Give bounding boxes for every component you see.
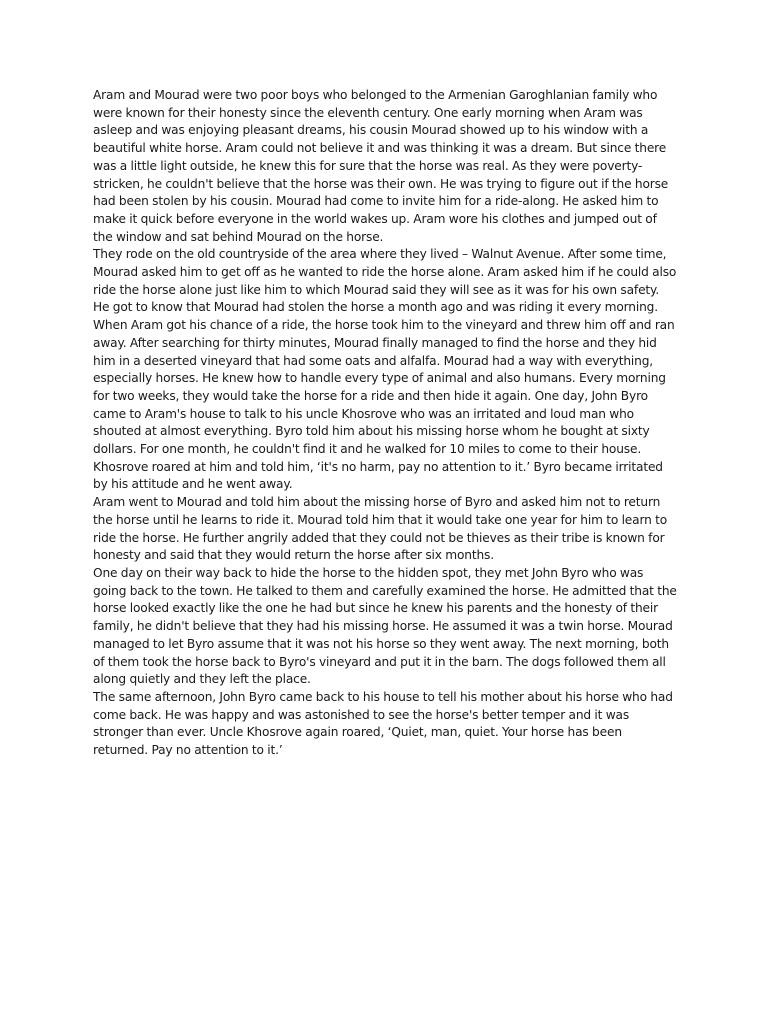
paragraph-6: The same afternoon, John Byro came back to his house to tell his mother about his horse who had come back. He was happy and was astonished to see the horse's better temper and it was stronger than ever. Uncle Khosrove again roared, ‘Quiet, man, quiet. Your horse has been returned. Pay no attention to it.’ xyxy=(93,689,673,758)
paragraph-2: They rode on the old countryside of the area where they lived – Walnut Avenue. After some time, Mourad asked him to get off as he wanted to ride the horse alone. Aram asked him if he could also ride the horse alone just like him to which Mourad said they will see as it was for his own safety. He got to know that Mourad had stolen the horse a month ago and was riding it every morning. xyxy=(93,247,677,315)
paragraph-1: Aram and Mourad were two poor boys who belonged to the Armenian Garoghlanian family who were known for their honesty since the eleventh century. One early morning when Aram was asleep and was enjoying pleasant dreams, his cousin Mourad showed up to his window with a beautiful white horse. Aram could not believe it and was thinking it was a dream. But since there was a little light outside, he knew this for sure that the horse was real. As they were poverty-stricken, he couldn't believe that the horse was their own. He was trying to figure out if the horse had been stolen by his cousin. Mourad had come to invite him for a ride-along. He asked him to make it quick before everyone in the world wakes up. Aram wore his clothes and jumped out of the window and sat behind Mourad on the horse. xyxy=(93,88,669,244)
document-body xyxy=(93,87,677,760)
paragraph-3: When Aram got his chance of a ride, the horse took him to the vineyard and threw him off and ran away. After searching for thirty minutes, Mourad finally managed to find the horse and they hid him in a deserted vineyard that had some oats and alfalfa. Mourad had a way with everything, especially horses. He knew how to handle every type of animal and also humans. Every morning for two weeks, they would take the horse for a ride and then hide it again. One day, John Byro came to Aram's house to talk to his uncle Khosrove who was an irritated and loud man who shouted at almost everything. Byro told him about his missing horse whom he bought at sixty dollars. For one month, he couldn't find it and he walked for 10 miles to come to their house. Khosrove roared at him and told him, ‘it's no harm, pay no attention to it.’ Byro became irritated by his attitude and he went away. xyxy=(93,318,675,492)
paragraph-5: One day on their way back to hide the horse to the hidden spot, they met John Byro who was going back to the town. He talked to them and carefully examined the horse. He admitted that the horse looked exactly like the one he had but since he knew his parents and the honesty of their family, he didn't believe that they had his missing horse. He assumed it was a twin horse. Mourad managed to let Byro assume that it was not his horse so they went away. The next morning, both of them took the horse back to Byro's vineyard and put it in the barn. The dogs followed them all along quietly and they left the place. xyxy=(93,565,677,687)
paragraph-4: Aram went to Mourad and told him about the missing horse of Byro and asked him not to return the horse until he learns to ride it. Mourad told him that it would take one year for him to learn to ride the horse. He further angrily added that they could not be thieves as their tribe is known for honesty and said that they would return the horse after six months. xyxy=(93,495,668,563)
